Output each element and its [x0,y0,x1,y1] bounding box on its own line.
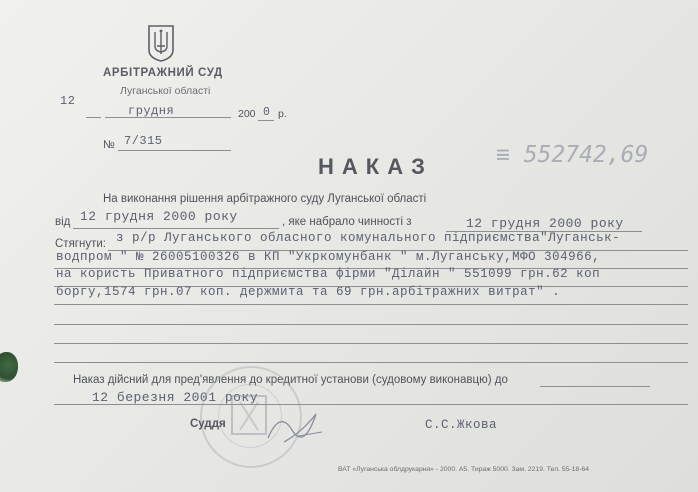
intro-text: На виконання рішення арбітражного суду Луганської області [103,193,427,205]
judge-label: Суддя [190,418,226,430]
handwritten-amount: ≡ 552742,69 [496,142,649,168]
effective-label: , яке набрало чинності з [282,216,412,228]
number-underline [118,150,231,151]
number-label: № [103,139,115,151]
header-date-year-prefix: 200 [238,108,256,120]
validity-date-underline [54,404,688,405]
signature-mark [262,402,332,448]
ink-stain [0,352,18,382]
date-day-underline [86,117,101,118]
from-date-underline [73,228,279,229]
header-date-year-digit: 0 [263,106,271,119]
order-number: 7/315 [124,134,163,148]
collect-line-4: боргу,1574 грн.07 коп. держмита та 69 грн.арбітражних витрат" . [56,285,561,299]
court-region: Луганської області [120,85,211,97]
collect-underline-4 [54,304,688,305]
header-date-year-suffix: р. [278,108,287,120]
printer-footer: ВАТ «Луганська облдрукарня» - 2000. А5. Тираж 5000. Зам. 2219. Тел. 55-18-64 [338,466,590,473]
date-year-underline [258,120,274,121]
collect-line-2: водпром " № 26005100326 в КП "Укркомунбанк " м.Луганську,МФО 304966, [56,250,601,264]
collect-line-1: з р/р Луганського обласного комунального підприємства"Луганськ- [116,231,621,245]
date-month-underline [105,117,231,118]
judge-name: С.С.Жкова [425,418,498,432]
blank-line [54,324,688,325]
blank-line [54,343,688,344]
trident-emblem-icon [147,24,175,62]
validity-underline [540,386,650,387]
header-date-day: 12 [60,94,76,108]
from-label: від [55,216,71,228]
validity-label: Наказ дійсний для пред'явлення до кредитної установи (судовому виконавцю) до [73,374,508,386]
blank-line [54,362,688,363]
document-title: НАКАЗ [318,154,433,179]
effective-date: 12 грудня 2000 року [466,216,624,231]
collect-line-3: на користь Приватного підприємства фірми "Ділайн " 551099 грн.62 коп [56,267,601,281]
decision-date: 12 грудня 2000 року [80,209,238,224]
header-date-month: грудня [128,104,175,118]
collect-label: Стягнути: [55,238,106,250]
validity-date: 12 березня 2001 року [92,390,259,405]
court-name: АРБІТРАЖНИЙ СУД [103,67,223,79]
